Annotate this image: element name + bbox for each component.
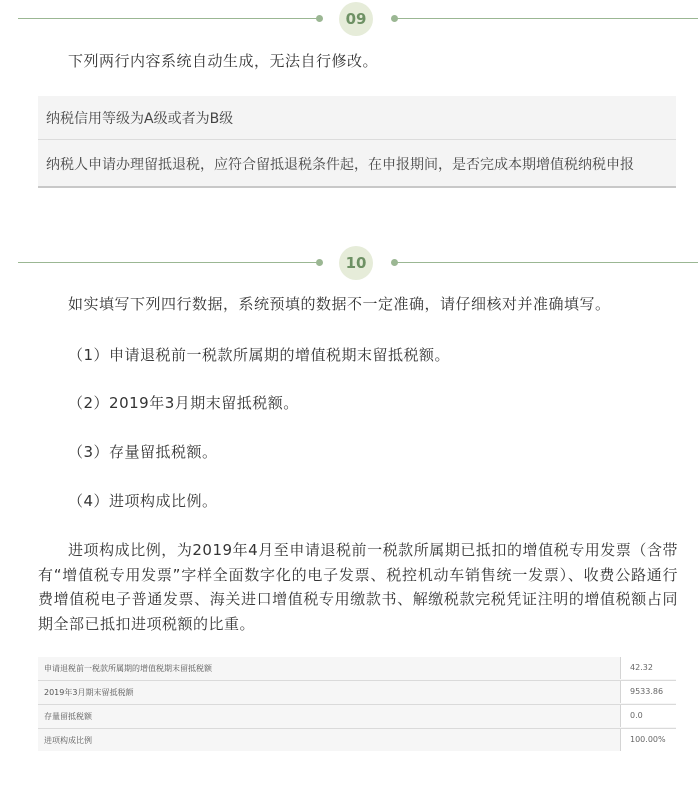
row-label: 进项构成比例 — [44, 736, 92, 745]
section-divider-09 — [0, 2, 698, 36]
tax-data-table — [38, 657, 676, 751]
table-row — [38, 729, 676, 752]
value-input[interactable] — [620, 729, 676, 751]
value-input[interactable] — [620, 681, 676, 703]
section-number-badge: 10 — [339, 246, 373, 280]
divider-dot-left — [316, 259, 323, 266]
input-value: 9533.86 — [630, 687, 664, 696]
divider-line-right — [396, 18, 698, 19]
value-input[interactable] — [620, 705, 676, 727]
auto-row-declaration-check: 纳税人申请办理留抵退税，应符合留抵退税条件起，在申报期间，是否完成本期增值税纳税申报 — [46, 157, 634, 173]
value-input[interactable] — [620, 657, 676, 679]
list-item: （4）进项构成比例。 — [68, 492, 218, 510]
table-row — [38, 681, 676, 704]
list-item: （1）申请退税前一税款所属期的增值税期末留抵税额。 — [68, 346, 451, 364]
section-10-intro: 如实填写下列四行数据，系统预填的数据不一定准确，请仔细核对并准确填写。 — [68, 295, 611, 313]
auto-generated-box — [38, 96, 676, 188]
table-row — [38, 705, 676, 728]
row-label: 申请退税前一税款所属期的增值税期末留抵税额 — [44, 664, 212, 673]
row-separator — [38, 139, 676, 140]
list-item: （3）存量留抵税额。 — [68, 443, 218, 461]
list-item: （2）2019年3月期末留抵税额。 — [68, 394, 299, 412]
divider-line-left — [18, 18, 318, 19]
table-row — [38, 657, 676, 680]
section-divider-10 — [0, 246, 698, 280]
row-label: 存量留抵税额 — [44, 712, 92, 721]
ratio-explanation: 进项构成比例，为2019年4月至申请退税前一税款所属期已抵扣的增值税专用发票（含带有“增值税专用发票”字样全面数字化的电子发票、税控机动车销售统一发票）、收费公路通行费增值税电子普通发票、海关进口增值税专用缴款书、解缴税款完税凭证注明的增值税额占同期全部已抵扣进项税额的比重。 — [38, 541, 678, 633]
input-value: 42.32 — [630, 663, 653, 672]
row-label: 2019年3月期末留抵税额 — [44, 688, 134, 697]
box-bottom-border — [38, 186, 676, 188]
divider-line-left — [18, 262, 318, 263]
section-number-badge: 09 — [339, 2, 373, 36]
input-value: 100.00% — [630, 735, 666, 744]
divider-line-right — [396, 262, 698, 263]
input-value: 0.0 — [630, 711, 643, 720]
auto-row-credit-level: 纳税信用等级为A级或者为B级 — [46, 111, 234, 127]
divider-dot-left — [316, 15, 323, 22]
section-09-intro: 下列两行内容系统自动生成，无法自行修改。 — [68, 52, 379, 70]
